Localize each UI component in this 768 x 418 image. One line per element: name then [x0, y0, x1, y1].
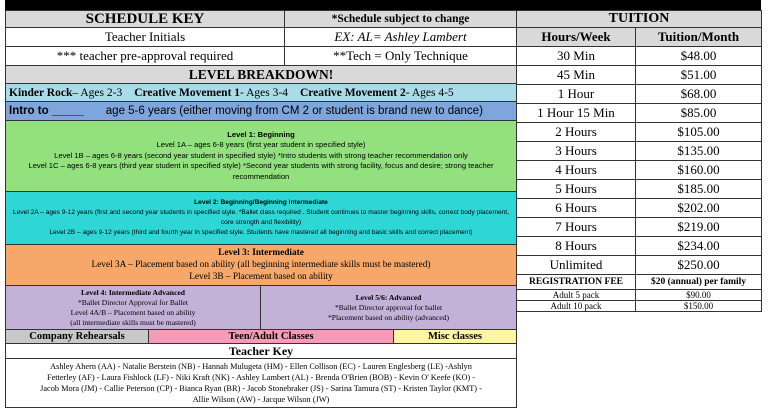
- tuition-row-price: [635, 217, 762, 237]
- tuition-row-price: [635, 198, 762, 218]
- level-4-title: Level 4: Intermediate Advanced: [81, 287, 185, 297]
- level-1a-text: Level 1A – ages 6-8 years (first year student in specified style): [156, 140, 366, 150]
- tuition-hours-text: 7 Hours: [555, 219, 597, 234]
- level-3b-text: Level 3B – Placement based on ability: [189, 272, 333, 282]
- teacher-key-line-4: Allie Wilson (AW) - Jacque Wilson (JW): [192, 395, 330, 404]
- kinder-rock-label: Kinder Rock: [9, 86, 73, 99]
- tuition-price-text: $185.00: [677, 181, 720, 196]
- tech-text: **Tech = Only Technique: [333, 48, 468, 63]
- tuition-row-price: [635, 179, 762, 199]
- schedule-note: *Schedule subject to change: [331, 13, 470, 25]
- tuition-row-price: [635, 122, 762, 142]
- tech-cell: [284, 46, 517, 66]
- tuition-hours-text: 5 Hours: [555, 181, 597, 196]
- tuition-price-text: $48.00: [680, 48, 717, 63]
- teacher-initials-cell: [5, 27, 285, 47]
- tuition-row-price: [635, 236, 762, 256]
- adult-5-pack-price: $90.00: [686, 290, 711, 300]
- tuition-hours-text: 30 Min: [557, 48, 595, 63]
- tuition-hours-text: 1 Hour: [557, 86, 595, 101]
- tuition-hours-text: 4 Hours: [555, 162, 597, 177]
- preapproval-text: *** teacher pre-approval required: [56, 48, 234, 63]
- legend-company-label: Company Rehearsals: [29, 331, 125, 342]
- tuition-price-text: $135.00: [677, 143, 720, 158]
- teacher-key-title-cell: [5, 343, 517, 359]
- tuition-row-hours: [516, 179, 636, 199]
- adult-10-pack-price-cell: [635, 300, 762, 312]
- tuition-row-price: [635, 141, 762, 161]
- level-3a-text: Level 3A – Placement based on ability (all beginning intermediate skills must be mastered): [91, 260, 431, 270]
- tuition-price-text: $160.00: [677, 162, 720, 177]
- level-3-block: [5, 244, 517, 286]
- tuition-row-hours: [516, 198, 636, 218]
- tuition-header-hours: Hours/Week: [541, 29, 611, 44]
- tuition-hours-text: 6 Hours: [555, 200, 597, 215]
- tuition-row-price: [635, 103, 762, 123]
- schedule-key-title-cell: [5, 10, 285, 28]
- level-5-6-block: [260, 285, 517, 330]
- level-2-title: Level 2: Beginning/Beginning Intermediate: [194, 199, 328, 207]
- legend-teen-adult: [148, 329, 394, 344]
- tuition-row-price: [635, 65, 762, 85]
- tuition-row-hours: [516, 217, 636, 237]
- legend-teen-label: Teen/Adult Classes: [228, 331, 314, 342]
- adult-10-pack-price: $150.00: [683, 301, 714, 311]
- intro-text: age 5-6 years (either moving from CM 2 or student is brand new to dance): [105, 105, 483, 117]
- kinder-rock-ages: – Ages 2-3: [72, 86, 123, 99]
- tuition-row-hours: [516, 255, 636, 275]
- level-2a-text: Level 2A – ages 9-12 years (first and second year students in specified style. *Ballet class required . Student continues to master beginning skills, correct body placement, core strength and flexibility): [13, 209, 509, 226]
- tuition-price-text: $51.00: [680, 67, 717, 82]
- tuition-price-text: $68.00: [680, 86, 717, 101]
- level-breakdown-title: LEVEL BREAKDOWN!: [188, 66, 334, 82]
- tuition-price-text: $85.00: [680, 105, 717, 120]
- legend-company-rehearsals: [5, 329, 149, 344]
- tuition-row-hours: [516, 236, 636, 256]
- tuition-hours-text: 1 Hour 15 Min: [537, 105, 615, 120]
- registration-fee-value: $20 (annual) per family: [650, 277, 747, 287]
- tuition-row-hours: [516, 103, 636, 123]
- adult-10-pack-label: Adult 10 pack: [550, 301, 602, 311]
- legend-misc: [393, 329, 517, 344]
- tuition-row-hours: [516, 141, 636, 161]
- example-cell: [284, 27, 517, 47]
- tuition-row-price: [635, 46, 762, 66]
- schedule-key-title: SCHEDULE KEY: [85, 10, 205, 27]
- example-text: EX: AL= Ashley Lambert: [334, 29, 467, 44]
- teacher-key-list: [5, 358, 517, 408]
- tuition-hours-text: 3 Hours: [555, 143, 597, 158]
- tuition-row-hours: [516, 122, 636, 142]
- level-1b-text: Level 1B – ages 6-8 years (second year student in specified style) *Intro students with strong teacher recommendation only: [54, 150, 468, 160]
- tuition-price-text: $219.00: [677, 219, 720, 234]
- tuition-hours-text: 45 Min: [557, 67, 595, 82]
- preapproval-cell: [5, 46, 285, 66]
- registration-fee-value-cell: [635, 274, 762, 290]
- tuition-hours-text: 8 Hours: [555, 238, 597, 253]
- tuition-row-hours: [516, 160, 636, 180]
- creative-movement-1-ages: - Ages 3-4: [240, 86, 288, 99]
- teacher-key-line-2: Fetterley (AF) - Laura Fishlock (LF) - Niki Kraft (NK) - Ashley Lambert (AL) - Brenda O'Brien (BOB) - Kevin O' Keefe (KO) -: [46, 373, 476, 382]
- tuition-price-text: $105.00: [677, 124, 720, 139]
- tuition-row-hours: [516, 46, 636, 66]
- teacher-key-line-1: Ashley Ahern (AA) - Natalie Berstein (NB) - Hannah Mulugeta (HM) - Ellen Collison (EC) - Lauren Englesberg (LE) -Ashlyn: [50, 362, 472, 371]
- teacher-initials-label: Teacher Initials: [104, 29, 186, 44]
- level-4-line-1: *Ballet Director Approval for Ballet: [77, 297, 189, 307]
- creative-movement-2-label: Creative Movement 2: [299, 86, 406, 99]
- registration-fee-label-cell: [516, 274, 636, 290]
- level-2b-text: Level 2B – ages 9-12 years (third and fourth year in specified style. Students have mastered all beginning and basic skills and correct placement): [49, 228, 473, 236]
- level-4-line-3: (all intermediate skills must be mastered): [70, 317, 196, 327]
- creative-movement-2-ages: - Ages 4-5: [405, 86, 454, 99]
- level-4-line-2: Level 4A/B – Placement based on ability: [70, 307, 196, 317]
- level-5-6-line-1: *Ballet Director approval for ballet: [334, 302, 443, 312]
- tuition-row-hours: [516, 84, 636, 104]
- kinder-row: [5, 83, 517, 102]
- tuition-hours-text: Unlimited: [549, 257, 603, 272]
- level-1c-text: Level 1C – ages 6-8 years (third year student in specified style) *Second year students with strong facility, focus and desire; strong teacher recommendation: [28, 161, 494, 181]
- adult-10-pack-label-cell: [516, 300, 636, 312]
- level-1-block: [5, 120, 517, 192]
- teacher-key-line-3: Jacob Mora (JM) - Callie Peterson (CP) - Bianca Ryan (BR) - Jacob Stonebraker (JS) - Sarina Tamura (ST) - Kristen Taylor (KMT) -: [40, 384, 482, 393]
- registration-fee-label: REGISTRATION FEE: [528, 277, 624, 287]
- tuition-header-hours-cell: [516, 27, 636, 47]
- adult-5-pack-label: Adult 5 pack: [552, 290, 600, 300]
- level-4-block: [5, 285, 261, 330]
- tuition-hours-text: 2 Hours: [555, 124, 597, 139]
- level-5-6-title: Level 5/6: Advanced: [355, 292, 422, 302]
- tuition-title: TUITION: [608, 11, 670, 26]
- level-3-title: Level 3: Intermediate: [218, 248, 304, 258]
- schedule-note-cell: [284, 10, 517, 28]
- tuition-row-hours: [516, 65, 636, 85]
- tuition-price-text: $202.00: [677, 200, 720, 215]
- teacher-key-title: Teacher Key: [228, 343, 294, 358]
- tuition-row-price: [635, 84, 762, 104]
- level-1-title: Level 1: Beginning: [227, 129, 295, 139]
- level-breakdown-cell: [5, 65, 517, 84]
- top-black-bar: [5, 0, 761, 10]
- tuition-header-month: Tuition/Month: [657, 29, 740, 44]
- intro-row: [5, 101, 517, 121]
- level-2-block: [5, 191, 517, 245]
- tuition-title-cell: [516, 10, 762, 28]
- tuition-row-price: [635, 255, 762, 275]
- tuition-header-month-cell: [635, 27, 762, 47]
- legend-misc-label: Misc classes: [428, 331, 482, 342]
- tuition-price-text: $250.00: [677, 257, 720, 272]
- tuition-price-text: $234.00: [677, 238, 720, 253]
- level-5-6-line-2: *Placement based on ability (advanced): [327, 312, 450, 322]
- tuition-row-price: [635, 160, 762, 180]
- intro-label: Intro to _____: [9, 105, 84, 117]
- creative-movement-1-label: Creative Movement 1: [134, 86, 241, 99]
